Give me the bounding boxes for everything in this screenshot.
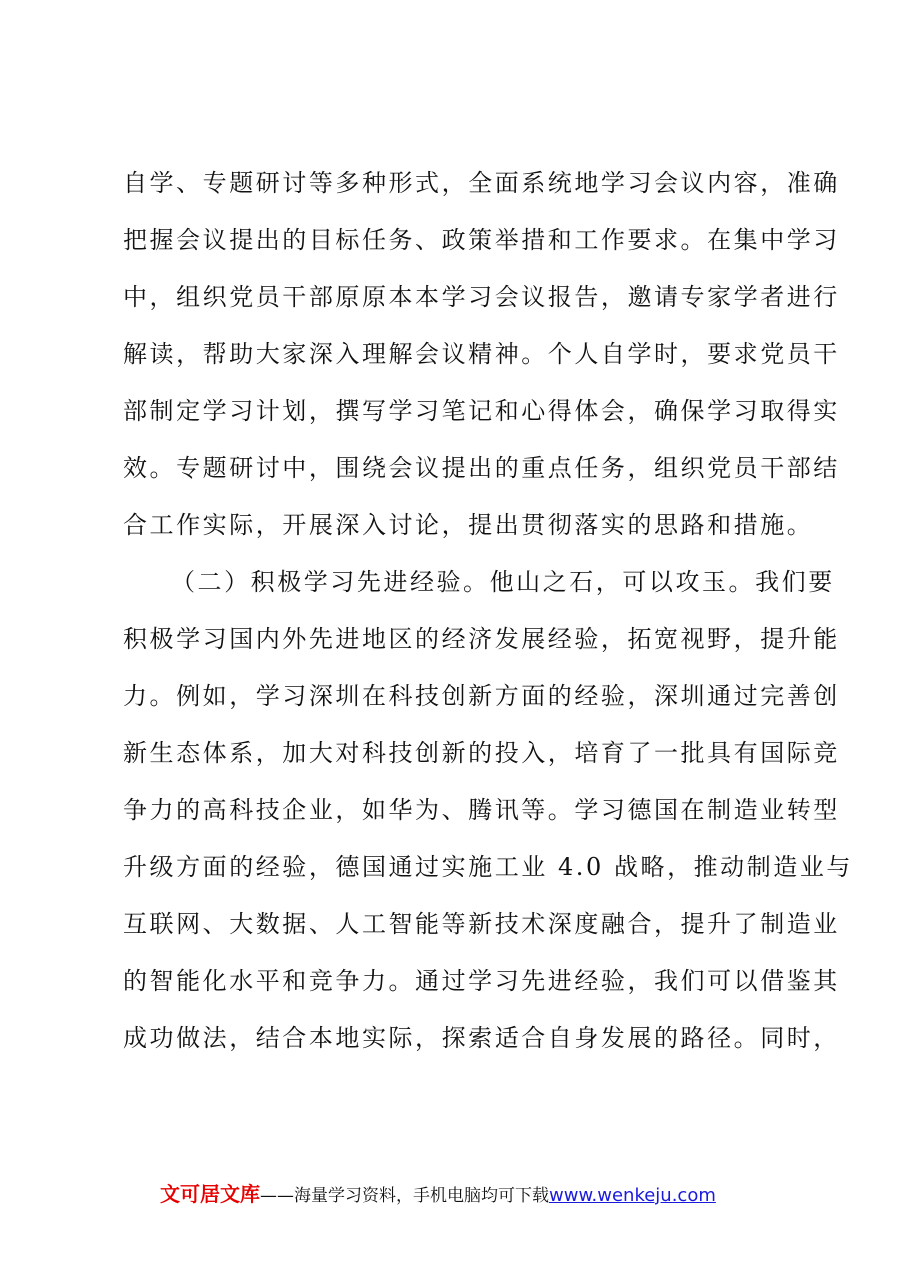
paragraph-line: 中，组织党员干部原原本本学习会议报告，邀请专家学者进行 — [123, 283, 840, 311]
paragraph-line: 积极学习国内外先进地区的经济发展经验，拓宽视野，提升能 — [123, 625, 840, 653]
footer-tagline: ——海量学习资料，手机电脑均可下载 — [260, 1186, 549, 1206]
paragraph-line: 效。专题研讨中，围绕会议提出的重点任务，组织党员干部结 — [123, 454, 840, 482]
footer-brand: 文可居文库 — [160, 1182, 260, 1206]
paragraph-line: （二）积极学习先进经验。他山之石，可以攻玉。我们要 — [171, 568, 835, 596]
paragraph-line: 成功做法，结合本地实际，探索适合自身发展的路径。同时， — [123, 1024, 840, 1052]
paragraph-line: 部制定学习计划，撰写学习笔记和心得体会，确保学习取得实 — [123, 397, 840, 425]
paragraph-line: 新生态体系，加大对科技创新的投入，培育了一批具有国际竞 — [123, 739, 840, 767]
paragraph-line: 互联网、大数据、人工智能等新技术深度融合，提升了制造业 — [123, 910, 840, 938]
footer-banner — [160, 1182, 716, 1208]
footer-site-link[interactable]: www.wenkeju.com — [549, 1185, 716, 1206]
paragraph-line: 力。例如，学习深圳在科技创新方面的经验，深圳通过完善创 — [123, 682, 840, 710]
paragraph-line: 解读，帮助大家深入理解会议精神。个人自学时，要求党员干 — [123, 340, 840, 368]
paragraph-line: 争力的高科技企业，如华为、腾讯等。学习德国在制造业转型 — [123, 796, 840, 824]
paragraph-line: 的智能化水平和竞争力。通过学习先进经验，我们可以借鉴其 — [123, 967, 840, 995]
paragraph-line: 自学、专题研讨等多种形式，全面系统地学习会议内容，准确 — [123, 169, 840, 197]
paragraph-line: 合工作实际，开展深入讨论，提出贯彻落实的思路和措施。 — [123, 511, 814, 539]
paragraph-line: 把握会议提出的目标任务、政策举措和工作要求。在集中学习 — [123, 226, 840, 254]
paragraph-line: 升级方面的经验，德国通过实施工业 4.0 战略，推动制造业与 — [123, 853, 853, 881]
